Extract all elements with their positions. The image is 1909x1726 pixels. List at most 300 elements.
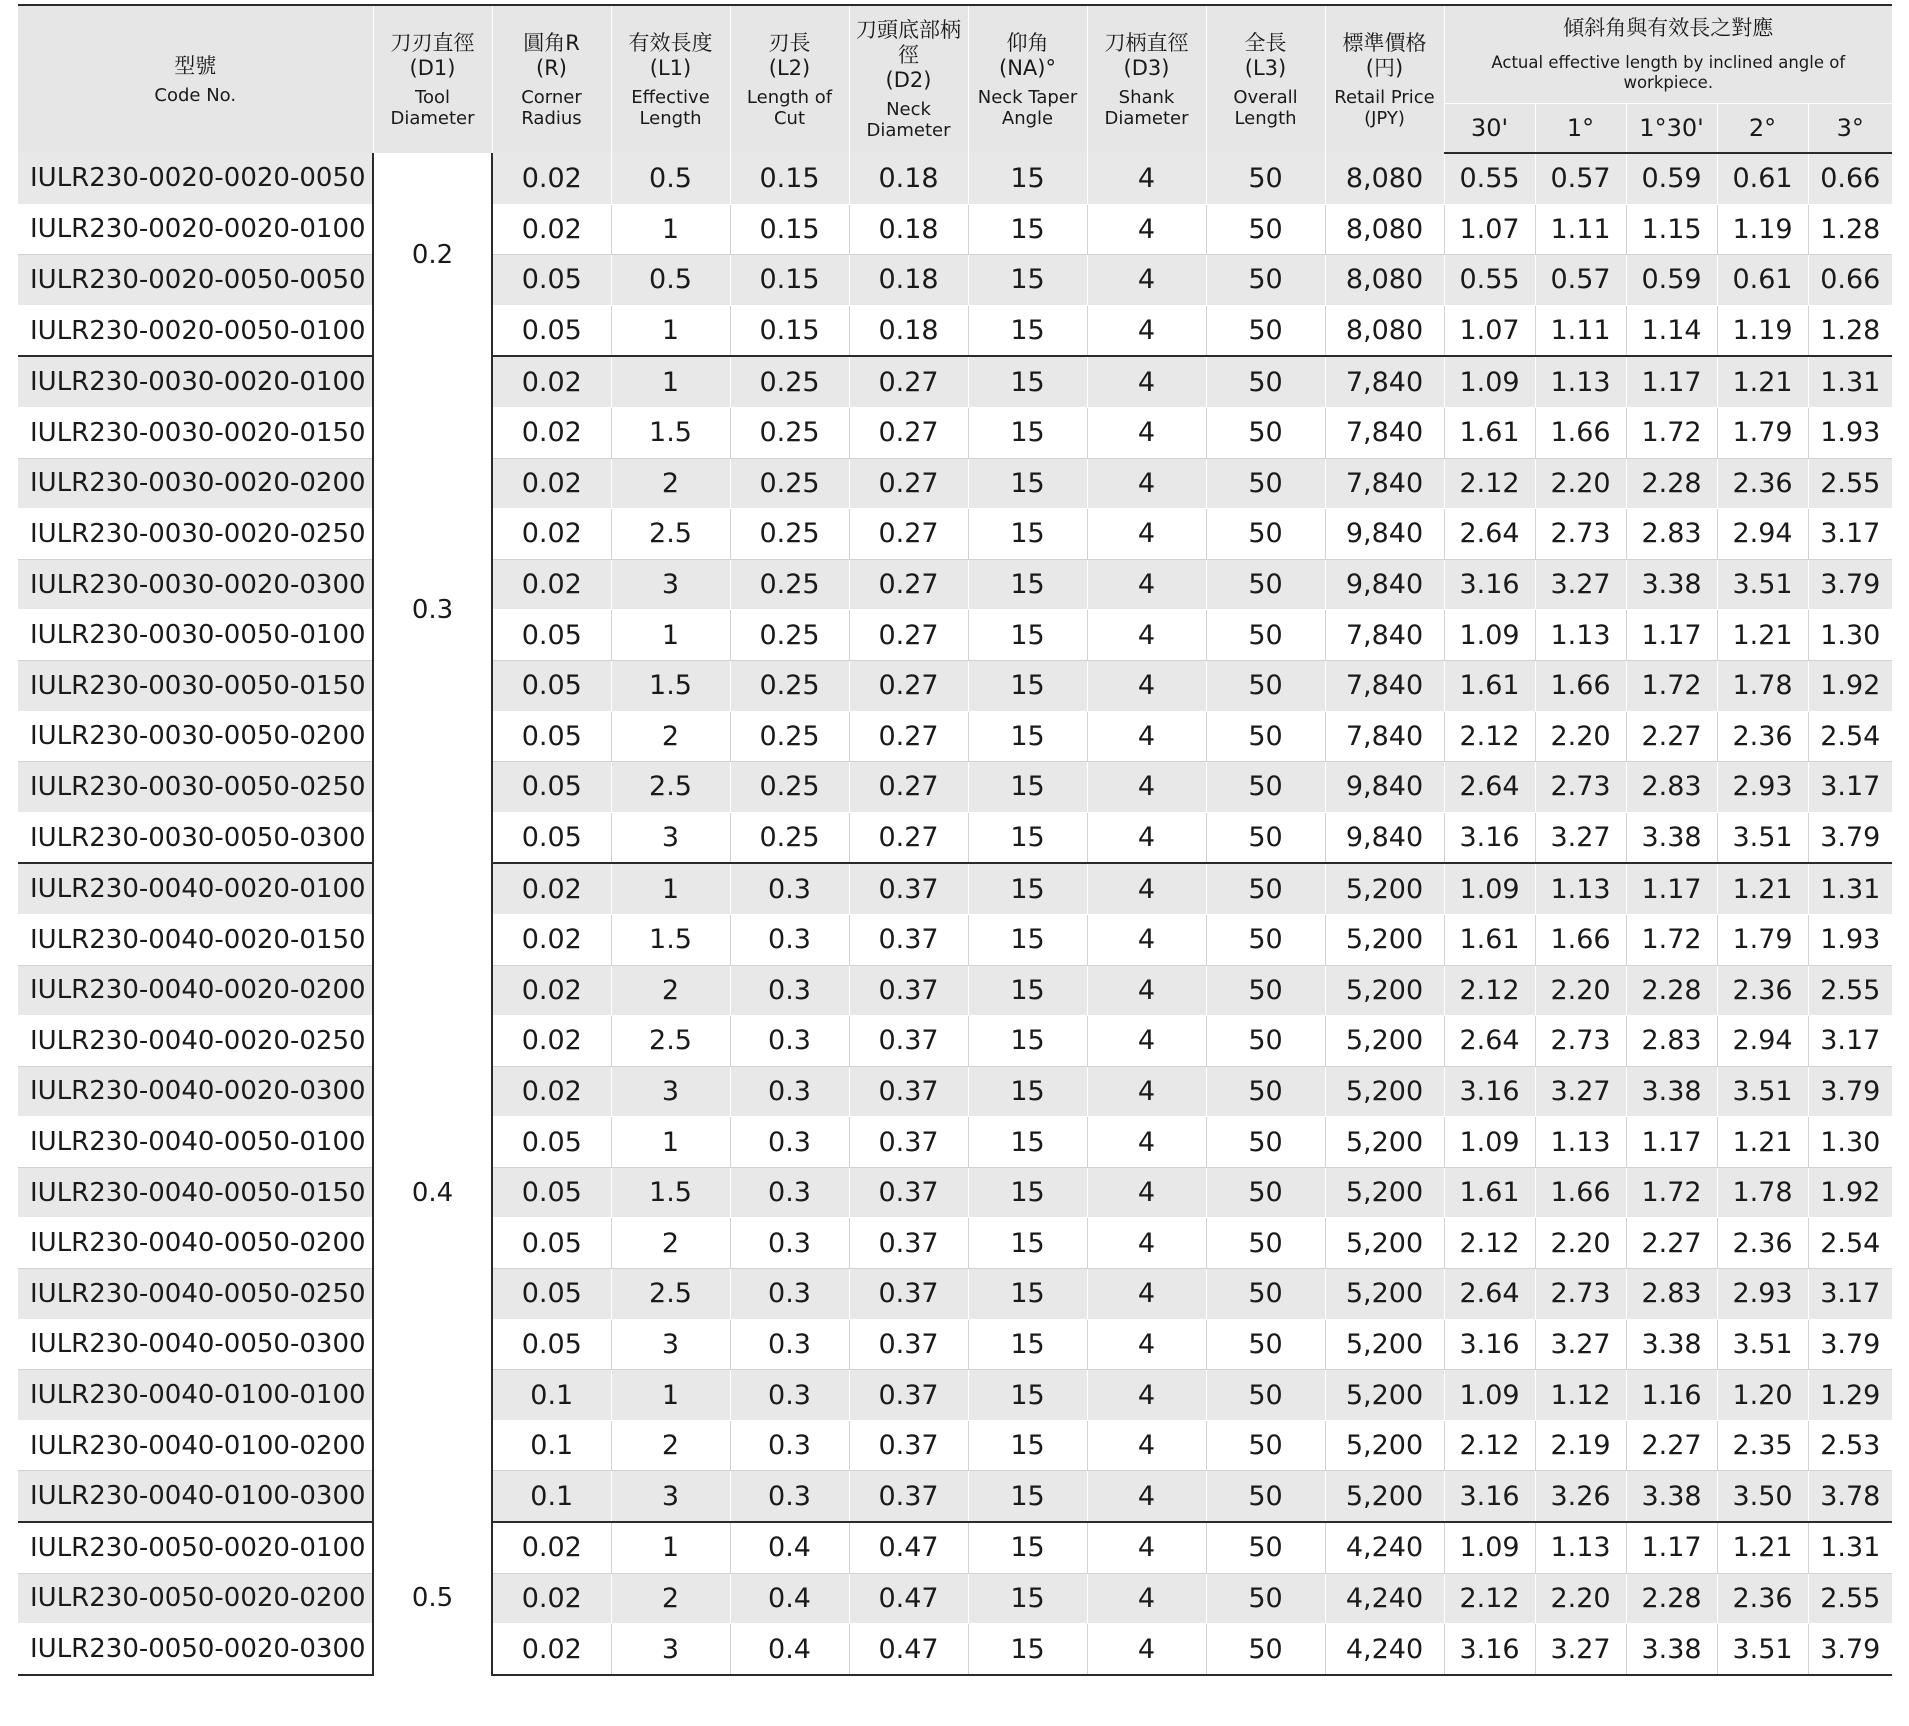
cell-corner-radius: 0.02 <box>492 965 611 1016</box>
cell-len-3deg: 2.55 <box>1808 1573 1892 1624</box>
cell-code: IULR230-0040-0050-0300 <box>18 1319 373 1370</box>
cell-overall-length: 50 <box>1206 1420 1325 1471</box>
cell-len-30min: 2.64 <box>1444 762 1535 813</box>
cell-retail-price: 5,200 <box>1325 1319 1444 1370</box>
cell-overall-length: 50 <box>1206 812 1325 863</box>
cell-overall-length: 50 <box>1206 153 1325 204</box>
cell-len-30min: 2.12 <box>1444 1573 1535 1624</box>
cell-len-3deg: 1.31 <box>1808 1522 1892 1573</box>
cell-retail-price: 7,840 <box>1325 356 1444 407</box>
table-row <box>18 255 1892 306</box>
cell-len-1deg: 3.27 <box>1535 1624 1626 1675</box>
cell-len-30min: 1.09 <box>1444 1117 1535 1168</box>
cell-len-1deg: 2.73 <box>1535 509 1626 560</box>
cell-len-1deg30min: 1.72 <box>1626 1167 1717 1218</box>
cell-retail-price: 9,840 <box>1325 762 1444 813</box>
cell-len-2deg: 2.36 <box>1717 965 1808 1016</box>
cell-len-1deg: 2.73 <box>1535 1016 1626 1067</box>
table-row <box>18 509 1892 560</box>
header-d3 <box>1087 5 1206 153</box>
cell-len-1deg30min: 1.72 <box>1626 407 1717 458</box>
cell-length-of-cut: 0.25 <box>730 559 849 610</box>
cell-corner-radius: 0.1 <box>492 1370 611 1421</box>
cell-len-1deg30min: 1.17 <box>1626 1117 1717 1168</box>
cell-len-1deg30min: 1.72 <box>1626 914 1717 965</box>
cell-len-3deg: 0.66 <box>1808 153 1892 204</box>
cell-len-1deg30min: 3.38 <box>1626 1471 1717 1522</box>
cell-shank-diameter: 4 <box>1087 1117 1206 1168</box>
cell-neck-taper-angle: 15 <box>968 1471 1087 1522</box>
cell-shank-diameter: 4 <box>1087 762 1206 813</box>
cell-effective-length: 0.5 <box>611 153 730 204</box>
cell-len-1deg30min: 3.38 <box>1626 1066 1717 1117</box>
cell-len-30min: 3.16 <box>1444 1066 1535 1117</box>
cell-len-2deg: 1.20 <box>1717 1370 1808 1421</box>
cell-tool-diameter: 0.3 <box>373 356 492 863</box>
cell-len-2deg: 2.36 <box>1717 1218 1808 1269</box>
table-row <box>18 812 1892 863</box>
cell-shank-diameter: 4 <box>1087 914 1206 965</box>
cell-neck-diameter: 0.47 <box>849 1522 968 1573</box>
header-l1 <box>611 5 730 153</box>
cell-length-of-cut: 0.3 <box>730 1016 849 1067</box>
cell-length-of-cut: 0.4 <box>730 1522 849 1573</box>
table-row <box>18 1269 1892 1320</box>
table-row <box>18 762 1892 813</box>
cell-retail-price: 7,840 <box>1325 610 1444 661</box>
table-row <box>18 1066 1892 1117</box>
cell-shank-diameter: 4 <box>1087 812 1206 863</box>
cell-overall-length: 50 <box>1206 660 1325 711</box>
table-row <box>18 153 1892 204</box>
cell-overall-length: 50 <box>1206 965 1325 1016</box>
cell-len-1deg: 1.66 <box>1535 407 1626 458</box>
cell-len-30min: 1.61 <box>1444 914 1535 965</box>
cell-neck-taper-angle: 15 <box>968 509 1087 560</box>
cell-retail-price: 8,080 <box>1325 255 1444 306</box>
cell-code: IULR230-0040-0100-0100 <box>18 1370 373 1421</box>
header-l3-sub: (L3) <box>1244 55 1287 80</box>
cell-neck-taper-angle: 15 <box>968 762 1087 813</box>
cell-len-30min: 1.09 <box>1444 1522 1535 1573</box>
cell-neck-diameter: 0.47 <box>849 1573 968 1624</box>
table-row <box>18 1573 1892 1624</box>
table-row <box>18 965 1892 1016</box>
cell-effective-length: 2 <box>611 965 730 1016</box>
cell-len-2deg: 1.21 <box>1717 1117 1808 1168</box>
cell-shank-diameter: 4 <box>1087 660 1206 711</box>
header-r <box>492 5 611 153</box>
cell-len-1deg: 3.27 <box>1535 1066 1626 1117</box>
cell-effective-length: 2 <box>611 711 730 762</box>
cell-length-of-cut: 0.3 <box>730 965 849 1016</box>
header-l2 <box>730 5 849 153</box>
cell-neck-taper-angle: 15 <box>968 1522 1087 1573</box>
cell-shank-diameter: 4 <box>1087 1319 1206 1370</box>
cell-overall-length: 50 <box>1206 762 1325 813</box>
cell-retail-price: 4,240 <box>1325 1573 1444 1624</box>
cell-neck-taper-angle: 15 <box>968 812 1087 863</box>
spec-table-container <box>18 4 1892 1676</box>
cell-len-30min: 2.12 <box>1444 458 1535 509</box>
cell-shank-diameter: 4 <box>1087 204 1206 255</box>
header-l3-en: Overall Length <box>1233 86 1298 129</box>
table-body <box>18 153 1892 1675</box>
cell-neck-diameter: 0.27 <box>849 610 968 661</box>
cell-code: IULR230-0030-0020-0250 <box>18 509 373 560</box>
cell-effective-length: 3 <box>611 1319 730 1370</box>
cell-code: IULR230-0040-0020-0100 <box>18 863 373 914</box>
cell-len-2deg: 2.93 <box>1717 762 1808 813</box>
cell-len-30min: 1.09 <box>1444 863 1535 914</box>
header-code-zh: 型號 <box>174 53 217 78</box>
cell-len-1deg: 2.20 <box>1535 1573 1626 1624</box>
cell-len-30min: 0.55 <box>1444 255 1535 306</box>
cell-len-2deg: 2.36 <box>1717 711 1808 762</box>
cell-length-of-cut: 0.15 <box>730 305 849 356</box>
cell-len-30min: 2.64 <box>1444 1269 1535 1320</box>
cell-shank-diameter: 4 <box>1087 965 1206 1016</box>
cell-len-2deg: 1.21 <box>1717 610 1808 661</box>
cell-len-1deg: 2.20 <box>1535 711 1626 762</box>
cell-corner-radius: 0.05 <box>492 711 611 762</box>
table-row <box>18 660 1892 711</box>
cell-shank-diameter: 4 <box>1087 1573 1206 1624</box>
cell-retail-price: 5,200 <box>1325 1269 1444 1320</box>
cell-overall-length: 50 <box>1206 914 1325 965</box>
cell-effective-length: 3 <box>611 1471 730 1522</box>
table-row <box>18 1370 1892 1421</box>
cell-code: IULR230-0030-0050-0200 <box>18 711 373 762</box>
cell-len-30min: 1.09 <box>1444 610 1535 661</box>
cell-len-1deg: 0.57 <box>1535 153 1626 204</box>
header-l2-zh: 刃長 <box>768 30 811 55</box>
cell-effective-length: 1 <box>611 1117 730 1168</box>
cell-effective-length: 0.5 <box>611 255 730 306</box>
header-na-en: Neck Taper Angle <box>977 86 1078 129</box>
cell-code: IULR230-0040-0020-0200 <box>18 965 373 1016</box>
cell-len-2deg: 3.51 <box>1717 1319 1808 1370</box>
cell-len-2deg: 2.36 <box>1717 1573 1808 1624</box>
cell-shank-diameter: 4 <box>1087 610 1206 661</box>
cell-length-of-cut: 0.4 <box>730 1624 849 1675</box>
cell-neck-diameter: 0.37 <box>849 1471 968 1522</box>
cell-effective-length: 3 <box>611 1066 730 1117</box>
cell-shank-diameter: 4 <box>1087 305 1206 356</box>
cell-shank-diameter: 4 <box>1087 1624 1206 1675</box>
cell-corner-radius: 0.05 <box>492 1319 611 1370</box>
header-angle-1deg: 1° <box>1535 103 1626 153</box>
header-price <box>1325 5 1444 153</box>
cell-len-3deg: 3.79 <box>1808 1319 1892 1370</box>
cell-len-1deg30min: 2.28 <box>1626 965 1717 1016</box>
cell-len-1deg: 1.13 <box>1535 610 1626 661</box>
cell-neck-taper-angle: 15 <box>968 204 1087 255</box>
cell-neck-taper-angle: 15 <box>968 1066 1087 1117</box>
header-d2-en: Neck Diameter <box>866 99 951 141</box>
header-angle-3deg: 3° <box>1808 103 1892 153</box>
cell-corner-radius: 0.05 <box>492 305 611 356</box>
cell-length-of-cut: 0.25 <box>730 356 849 407</box>
cell-corner-radius: 0.05 <box>492 1269 611 1320</box>
cell-effective-length: 3 <box>611 1624 730 1675</box>
cell-len-30min: 3.16 <box>1444 1624 1535 1675</box>
cell-len-1deg: 0.57 <box>1535 255 1626 306</box>
cell-code: IULR230-0030-0050-0300 <box>18 812 373 863</box>
cell-shank-diameter: 4 <box>1087 711 1206 762</box>
cell-shank-diameter: 4 <box>1087 1218 1206 1269</box>
table-row <box>18 1117 1892 1168</box>
cell-code: IULR230-0050-0020-0200 <box>18 1573 373 1624</box>
cell-length-of-cut: 0.25 <box>730 610 849 661</box>
cell-code: IULR230-0040-0050-0250 <box>18 1269 373 1320</box>
cell-len-1deg: 3.27 <box>1535 812 1626 863</box>
cell-neck-taper-angle: 15 <box>968 1269 1087 1320</box>
cell-shank-diameter: 4 <box>1087 1420 1206 1471</box>
cell-neck-taper-angle: 15 <box>968 255 1087 306</box>
cell-neck-taper-angle: 15 <box>968 153 1087 204</box>
cell-overall-length: 50 <box>1206 1573 1325 1624</box>
cell-effective-length: 3 <box>611 559 730 610</box>
cell-shank-diameter: 4 <box>1087 1370 1206 1421</box>
cell-neck-diameter: 0.47 <box>849 1624 968 1675</box>
cell-len-2deg: 3.51 <box>1717 1066 1808 1117</box>
cell-retail-price: 5,200 <box>1325 914 1444 965</box>
cell-neck-diameter: 0.37 <box>849 1420 968 1471</box>
cell-length-of-cut: 0.25 <box>730 509 849 560</box>
cell-corner-radius: 0.02 <box>492 559 611 610</box>
cell-len-3deg: 1.29 <box>1808 1370 1892 1421</box>
cell-len-2deg: 1.21 <box>1717 356 1808 407</box>
cell-neck-taper-angle: 15 <box>968 356 1087 407</box>
cell-retail-price: 7,840 <box>1325 407 1444 458</box>
cell-overall-length: 50 <box>1206 1117 1325 1168</box>
cell-len-2deg: 3.51 <box>1717 559 1808 610</box>
cell-code: IULR230-0030-0020-0200 <box>18 458 373 509</box>
cell-effective-length: 2.5 <box>611 762 730 813</box>
cell-retail-price: 8,080 <box>1325 204 1444 255</box>
cell-len-1deg30min: 0.59 <box>1626 153 1717 204</box>
cell-length-of-cut: 0.3 <box>730 1066 849 1117</box>
cell-neck-taper-angle: 15 <box>968 965 1087 1016</box>
cell-effective-length: 1 <box>611 610 730 661</box>
header-d3-sub: (D3) <box>1123 55 1170 80</box>
cell-len-30min: 2.12 <box>1444 711 1535 762</box>
cell-overall-length: 50 <box>1206 559 1325 610</box>
cell-effective-length: 1.5 <box>611 914 730 965</box>
table-row <box>18 204 1892 255</box>
cell-len-1deg30min: 3.38 <box>1626 1319 1717 1370</box>
table-row <box>18 356 1892 407</box>
cell-neck-diameter: 0.37 <box>849 863 968 914</box>
cell-len-1deg30min: 1.16 <box>1626 1370 1717 1421</box>
cell-neck-diameter: 0.37 <box>849 965 968 1016</box>
cell-corner-radius: 0.05 <box>492 1218 611 1269</box>
cell-neck-taper-angle: 15 <box>968 458 1087 509</box>
cell-len-3deg: 2.54 <box>1808 711 1892 762</box>
header-l1-zh: 有效長度 <box>628 30 713 55</box>
cell-len-30min: 1.07 <box>1444 204 1535 255</box>
cell-effective-length: 3 <box>611 812 730 863</box>
cell-overall-length: 50 <box>1206 305 1325 356</box>
header-l3 <box>1206 5 1325 153</box>
cell-len-1deg: 1.66 <box>1535 1167 1626 1218</box>
cell-code: IULR230-0030-0020-0100 <box>18 356 373 407</box>
cell-len-1deg30min: 2.28 <box>1626 458 1717 509</box>
cell-code: IULR230-0040-0100-0200 <box>18 1420 373 1471</box>
cell-neck-diameter: 0.37 <box>849 1117 968 1168</box>
cell-neck-diameter: 0.27 <box>849 559 968 610</box>
cell-len-2deg: 2.36 <box>1717 458 1808 509</box>
cell-len-2deg: 1.78 <box>1717 1167 1808 1218</box>
cell-effective-length: 1 <box>611 863 730 914</box>
cell-length-of-cut: 0.25 <box>730 660 849 711</box>
cell-shank-diameter: 4 <box>1087 1167 1206 1218</box>
cell-len-30min: 3.16 <box>1444 559 1535 610</box>
header-l2-en: Length of Cut <box>746 86 833 129</box>
cell-len-1deg: 1.13 <box>1535 863 1626 914</box>
cell-effective-length: 1.5 <box>611 1167 730 1218</box>
cell-length-of-cut: 0.25 <box>730 711 849 762</box>
cell-corner-radius: 0.1 <box>492 1471 611 1522</box>
cell-shank-diameter: 4 <box>1087 509 1206 560</box>
cell-shank-diameter: 4 <box>1087 863 1206 914</box>
table-row <box>18 559 1892 610</box>
cell-len-1deg30min: 3.38 <box>1626 1624 1717 1675</box>
cell-retail-price: 5,200 <box>1325 1370 1444 1421</box>
cell-len-2deg: 1.79 <box>1717 407 1808 458</box>
header-d1-en: Tool Diameter <box>390 86 475 129</box>
cell-retail-price: 9,840 <box>1325 812 1444 863</box>
table-row <box>18 914 1892 965</box>
cell-retail-price: 5,200 <box>1325 1167 1444 1218</box>
cell-overall-length: 50 <box>1206 610 1325 661</box>
cell-neck-diameter: 0.37 <box>849 914 968 965</box>
cell-len-1deg30min: 2.83 <box>1626 509 1717 560</box>
cell-len-2deg: 1.19 <box>1717 204 1808 255</box>
cell-corner-radius: 0.02 <box>492 1066 611 1117</box>
cell-overall-length: 50 <box>1206 458 1325 509</box>
cell-len-2deg: 1.21 <box>1717 863 1808 914</box>
cell-neck-taper-angle: 15 <box>968 711 1087 762</box>
cell-overall-length: 50 <box>1206 1269 1325 1320</box>
header-r-en: Corner Radius <box>521 86 582 129</box>
cell-length-of-cut: 0.3 <box>730 1269 849 1320</box>
header-price-en: Retail Price (JPY) <box>1334 86 1435 129</box>
cell-len-1deg30min: 3.38 <box>1626 812 1717 863</box>
header-price-zh: 標準價格 <box>1342 30 1427 55</box>
cell-code: IULR230-0040-0020-0300 <box>18 1066 373 1117</box>
cell-neck-diameter: 0.37 <box>849 1269 968 1320</box>
cell-retail-price: 8,080 <box>1325 153 1444 204</box>
cell-len-3deg: 1.93 <box>1808 407 1892 458</box>
cell-len-3deg: 1.93 <box>1808 914 1892 965</box>
cell-len-1deg30min: 2.83 <box>1626 1016 1717 1067</box>
cell-corner-radius: 0.05 <box>492 812 611 863</box>
cell-len-2deg: 2.35 <box>1717 1420 1808 1471</box>
cell-code: IULR230-0040-0020-0250 <box>18 1016 373 1067</box>
cell-code: IULR230-0040-0050-0200 <box>18 1218 373 1269</box>
cell-len-3deg: 3.79 <box>1808 1624 1892 1675</box>
cell-overall-length: 50 <box>1206 1471 1325 1522</box>
cell-len-1deg: 1.13 <box>1535 356 1626 407</box>
cell-effective-length: 2 <box>611 1573 730 1624</box>
cell-len-1deg: 2.20 <box>1535 965 1626 1016</box>
cell-neck-taper-angle: 15 <box>968 1370 1087 1421</box>
table-row <box>18 458 1892 509</box>
cell-overall-length: 50 <box>1206 1066 1325 1117</box>
cell-retail-price: 5,200 <box>1325 1471 1444 1522</box>
cell-neck-taper-angle: 15 <box>968 1319 1087 1370</box>
cell-len-1deg30min: 0.59 <box>1626 255 1717 306</box>
cell-effective-length: 2.5 <box>611 509 730 560</box>
cell-retail-price: 5,200 <box>1325 863 1444 914</box>
header-angle-1deg30min: 1°30' <box>1626 103 1717 153</box>
header-angle-30min: 30' <box>1444 103 1535 153</box>
cell-len-1deg: 2.20 <box>1535 458 1626 509</box>
cell-corner-radius: 0.02 <box>492 1624 611 1675</box>
header-l2-sub: (L2) <box>768 55 811 80</box>
cell-code: IULR230-0030-0050-0100 <box>18 610 373 661</box>
cell-length-of-cut: 0.4 <box>730 1573 849 1624</box>
cell-len-1deg30min: 1.15 <box>1626 204 1717 255</box>
cell-len-3deg: 3.17 <box>1808 509 1892 560</box>
cell-overall-length: 50 <box>1206 1167 1325 1218</box>
cell-corner-radius: 0.02 <box>492 914 611 965</box>
cell-corner-radius: 0.05 <box>492 1117 611 1168</box>
cell-shank-diameter: 4 <box>1087 458 1206 509</box>
header-na-sub: (NA)° <box>999 55 1056 80</box>
cell-length-of-cut: 0.3 <box>730 914 849 965</box>
cell-length-of-cut: 0.15 <box>730 153 849 204</box>
cell-effective-length: 1 <box>611 305 730 356</box>
cell-shank-diameter: 4 <box>1087 1066 1206 1117</box>
cell-len-30min: 2.12 <box>1444 965 1535 1016</box>
cell-length-of-cut: 0.15 <box>730 255 849 306</box>
cell-len-2deg: 1.79 <box>1717 914 1808 965</box>
header-code-en: Code No. <box>154 84 237 106</box>
cell-effective-length: 2 <box>611 1218 730 1269</box>
cell-length-of-cut: 0.25 <box>730 458 849 509</box>
cell-len-2deg: 3.51 <box>1717 812 1808 863</box>
cell-shank-diameter: 4 <box>1087 153 1206 204</box>
cell-effective-length: 2 <box>611 1420 730 1471</box>
cell-len-1deg: 3.27 <box>1535 559 1626 610</box>
cell-retail-price: 4,240 <box>1325 1624 1444 1675</box>
cell-neck-taper-angle: 15 <box>968 1218 1087 1269</box>
cell-len-2deg: 1.21 <box>1717 1522 1808 1573</box>
cell-code: IULR230-0050-0020-0100 <box>18 1522 373 1573</box>
cell-corner-radius: 0.02 <box>492 509 611 560</box>
header-na <box>968 5 1087 153</box>
table-row <box>18 407 1892 458</box>
cell-overall-length: 50 <box>1206 863 1325 914</box>
cell-len-3deg: 2.54 <box>1808 1218 1892 1269</box>
cell-len-2deg: 2.93 <box>1717 1269 1808 1320</box>
cell-retail-price: 9,840 <box>1325 559 1444 610</box>
header-d3-zh: 刀柄直徑 <box>1104 30 1189 55</box>
table-row <box>18 305 1892 356</box>
cell-effective-length: 2 <box>611 458 730 509</box>
header-d2-sub: (D2) <box>885 68 932 92</box>
cell-len-1deg: 1.12 <box>1535 1370 1626 1421</box>
cell-corner-radius: 0.1 <box>492 1420 611 1471</box>
cell-len-30min: 2.12 <box>1444 1420 1535 1471</box>
cell-len-1deg30min: 3.38 <box>1626 559 1717 610</box>
cell-length-of-cut: 0.3 <box>730 1319 849 1370</box>
cell-retail-price: 5,200 <box>1325 965 1444 1016</box>
cell-len-3deg: 1.92 <box>1808 660 1892 711</box>
